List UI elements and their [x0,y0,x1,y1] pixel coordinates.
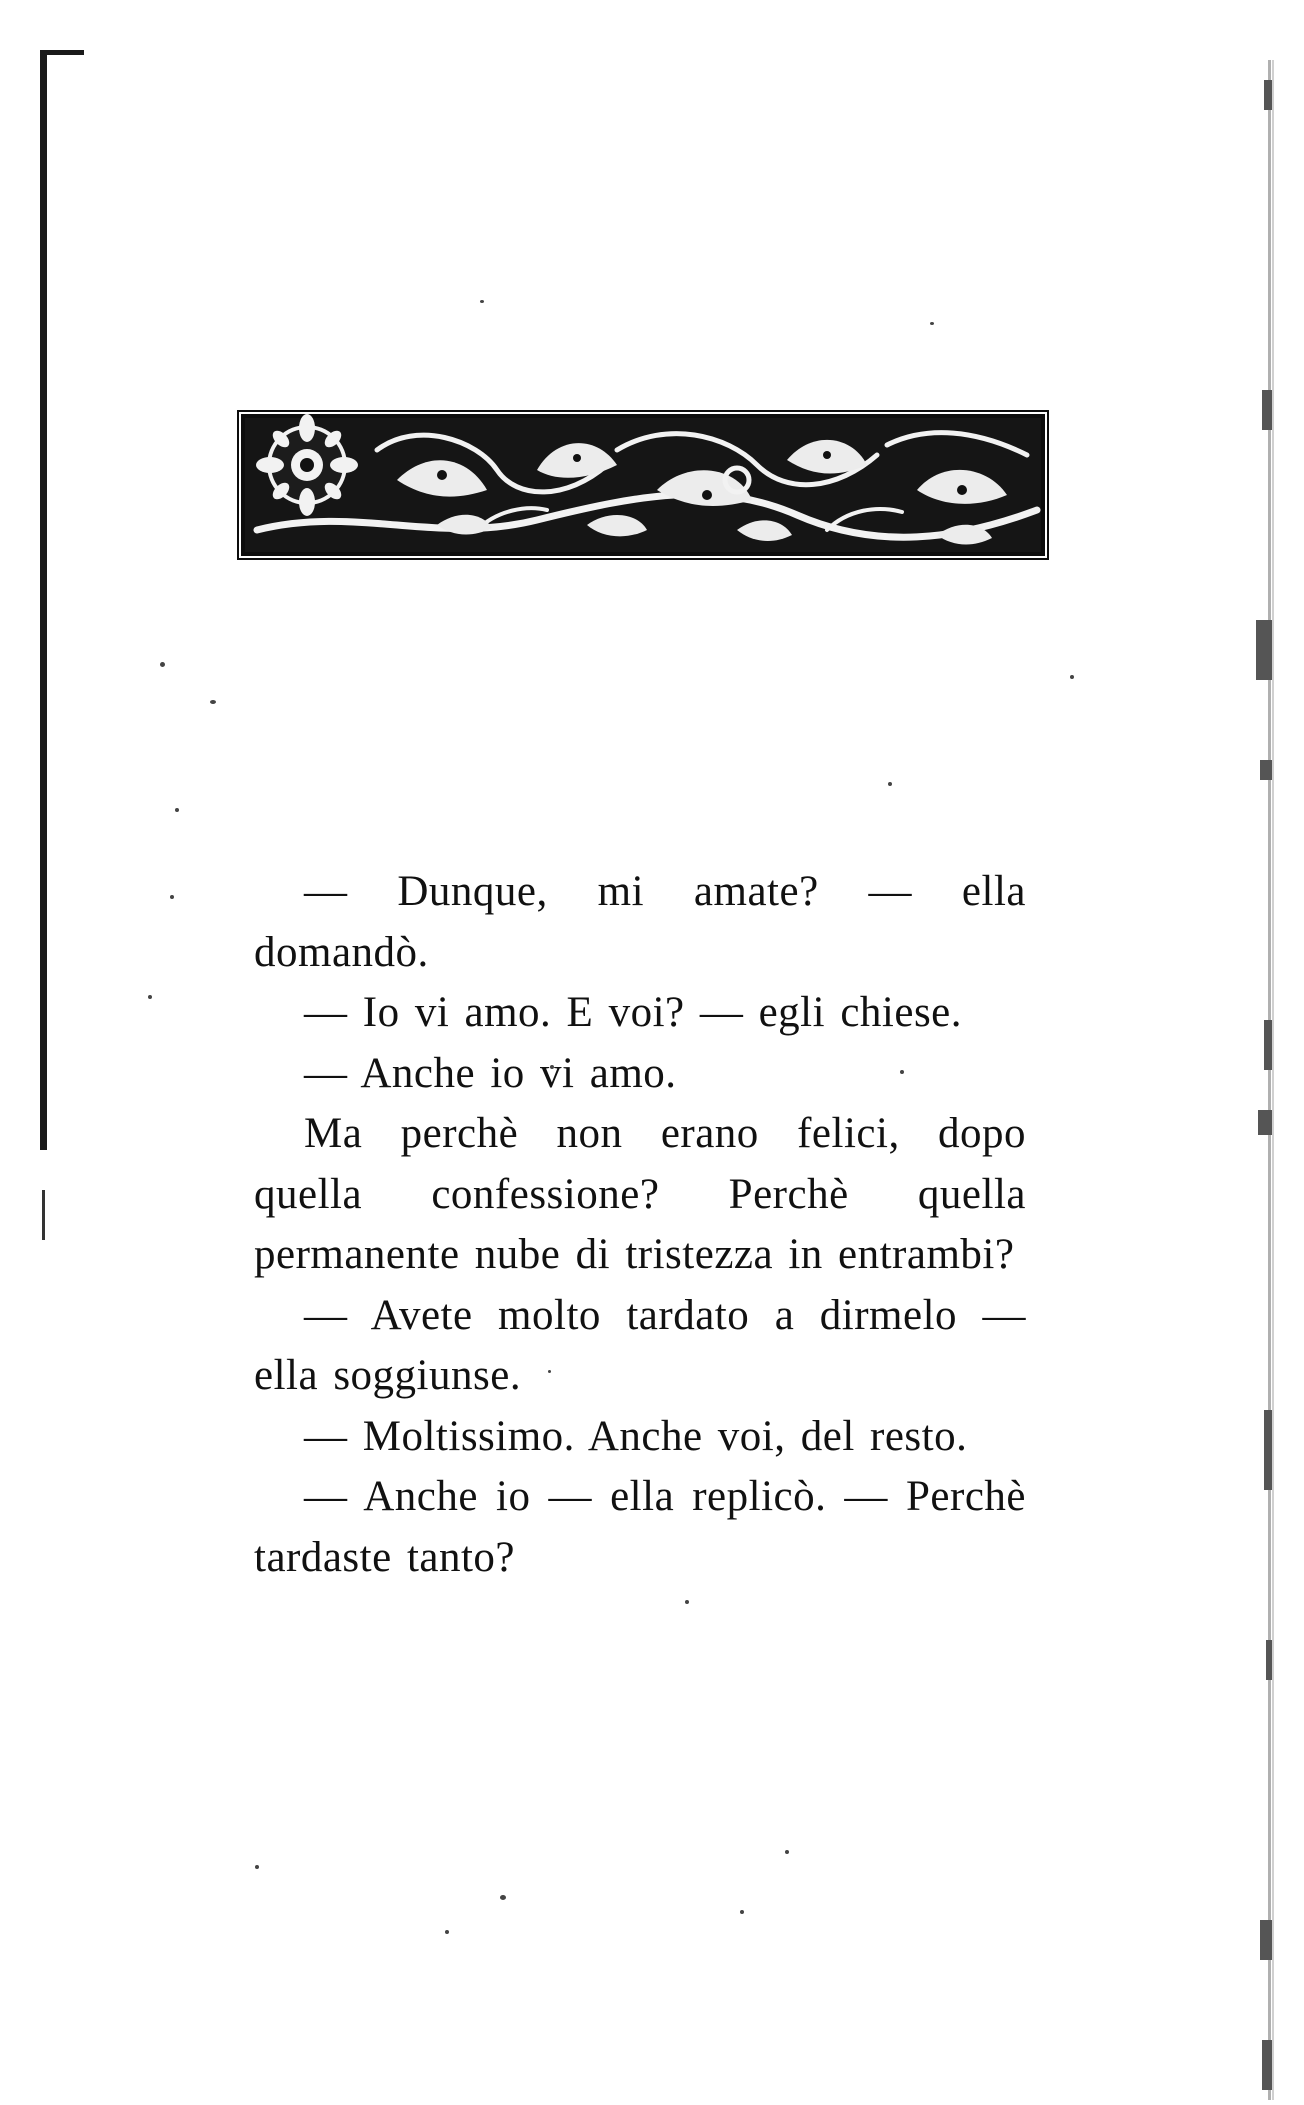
scanned-page-edge [1246,60,1280,2100]
scan-speck [785,1850,789,1854]
scan-speck [148,995,152,999]
scan-speck [255,1865,259,1869]
body-text [254,862,1026,1588]
dialogue-line-2: — Io vi amo. E voi? — egli chiese. [304,989,963,1036]
narrative-paragraph: Ma perchè non erano felici, dopo quella confessione? Perchè quella permanente nube di tristezza in entrambi? [254,1110,1026,1278]
page-border-tick [42,1190,45,1240]
dialogue-line-1: — Dunque, mi amate? — ella domandò. [254,868,1026,976]
scan-speck [500,1895,506,1900]
ornamental-header-band [237,410,1049,560]
page-border-rule [40,50,47,1150]
scan-speck [160,662,165,667]
scan-speck [888,782,892,786]
dialogue-line-5: — Moltissimo. Anche voi, del resto. [304,1412,968,1460]
dialogue-line-4: — Avete molto tardato a dirmelo — ella soggiunse. [254,1291,1026,1399]
scan-speck [210,700,216,704]
scan-speck [930,322,934,325]
scan-speck [445,1930,449,1934]
scan-speck [480,300,484,303]
scan-speck [170,895,174,899]
dialogue-line-3: — Anche io vi amo. [304,1049,677,1097]
dialogue-line-6: — Anche io — ella replicò. — Perchè tardaste tanto? [254,1473,1026,1581]
scan-speck [1070,675,1074,679]
scan-speck [685,1600,689,1604]
scan-speck [175,808,179,812]
scan-speck [740,1910,744,1914]
